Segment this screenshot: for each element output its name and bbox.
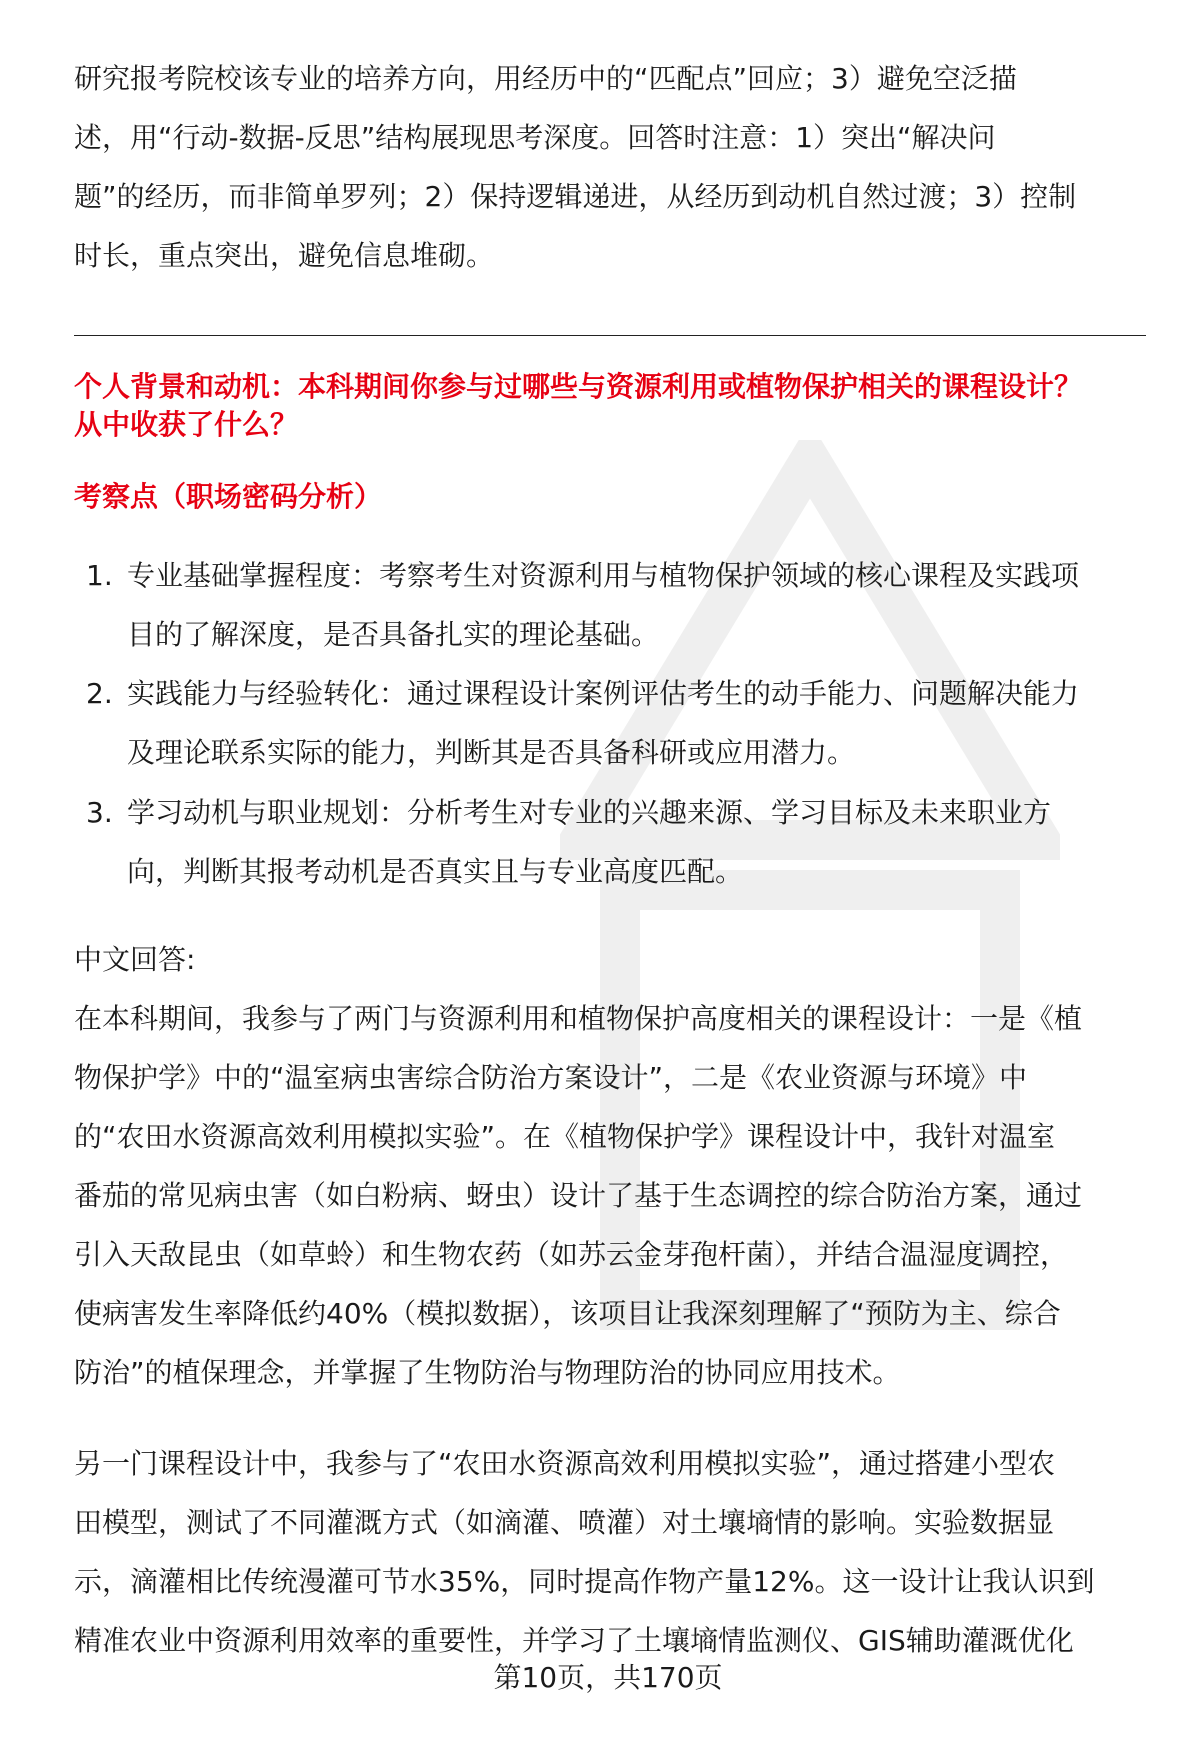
list-item-line: 专业基础掌握程度：考察考生对资源利用与植物保护领域的核心课程及实践项	[127, 559, 1080, 592]
text-line: 引入天敌昆虫（如草蛉）和生物农药（如苏云金芽孢杆菌），并结合温湿度调控，	[74, 1238, 1069, 1271]
text-line: 另一门课程设计中，我参与了“农田水资源高效利用模拟实验”，通过搭建小型农	[74, 1447, 1056, 1480]
list-item-line: 目的了解深度，是否具备扎实的理论基础。	[127, 618, 660, 651]
list-item-line: 学习动机与职业规划：分析考生对专业的兴趣来源、学习目标及未来职业方	[127, 796, 1052, 829]
analysis-heading: 考察点（职场密码分析）	[74, 480, 383, 513]
answer-label: 中文回答:	[74, 943, 196, 976]
text-line: 研究报考院校该专业的培养方向，用经历中的“匹配点”回应；3）避免空泛描	[74, 62, 1017, 95]
text-line: 物保护学》中的“温室病虫害综合防治方案设计”，二是《农业资源与环境》中	[74, 1061, 1028, 1094]
list-number: 1.	[86, 559, 113, 592]
question-line: 个人背景和动机：本科期间你参与过哪些与资源利用或植物保护相关的课程设计？	[74, 370, 1083, 403]
text-line: 精准农业中资源利用效率的重要性，并学习了土壤墒情监测仪、GIS辅助灌溉优化	[74, 1624, 1074, 1657]
text-line: 述，用“行动-数据-反思”结构展现思考深度。回答时注意：1）突出“解决问	[74, 121, 996, 154]
text-line: 防治”的植保理念，并掌握了生物防治与物理防治的协同应用技术。	[74, 1356, 901, 1389]
text-line: 示，滴灌相比传统漫灌可节水35%，同时提高作物产量12%。这一设计让我认识到	[74, 1565, 1095, 1598]
text-line: 时长，重点突出，避免信息堆砌。	[74, 239, 495, 272]
text-line: 的“农田水资源高效利用模拟实验”。在《植物保护学》课程设计中，我针对温室	[74, 1120, 1056, 1153]
page-number: 第10页，共170页	[493, 1661, 723, 1694]
text-line: 田模型，测试了不同灌溉方式（如滴灌、喷灌）对土壤墒情的影响。实验数据显	[74, 1506, 1055, 1539]
question-line: 从中收获了什么？	[74, 408, 299, 441]
list-item-line: 及理论联系实际的能力，判断其是否具备科研或应用潜力。	[127, 736, 856, 769]
text-line: 使病害发生率降低约40%（模拟数据），该项目让我深刻理解了“预防为主、综合	[74, 1297, 1061, 1330]
list-item-line: 向，判断其报考动机是否真实且与专业高度匹配。	[127, 855, 744, 888]
divider	[74, 335, 1146, 336]
text-line: 题”的经历，而非简单罗列；2）保持逻辑递进，从经历到动机自然过渡；3）控制	[74, 180, 1077, 213]
text-line: 番茄的常见病虫害（如白粉病、蚜虫）设计了基于生态调控的综合防治方案，通过	[74, 1179, 1083, 1212]
list-number: 3.	[86, 796, 113, 829]
list-number: 2.	[86, 677, 113, 710]
text-line: 在本科期间，我参与了两门与资源利用和植物保护高度相关的课程设计：一是《植	[74, 1002, 1083, 1035]
list-item-line: 实践能力与经验转化：通过课程设计案例评估考生的动手能力、问题解决能力	[127, 677, 1080, 710]
